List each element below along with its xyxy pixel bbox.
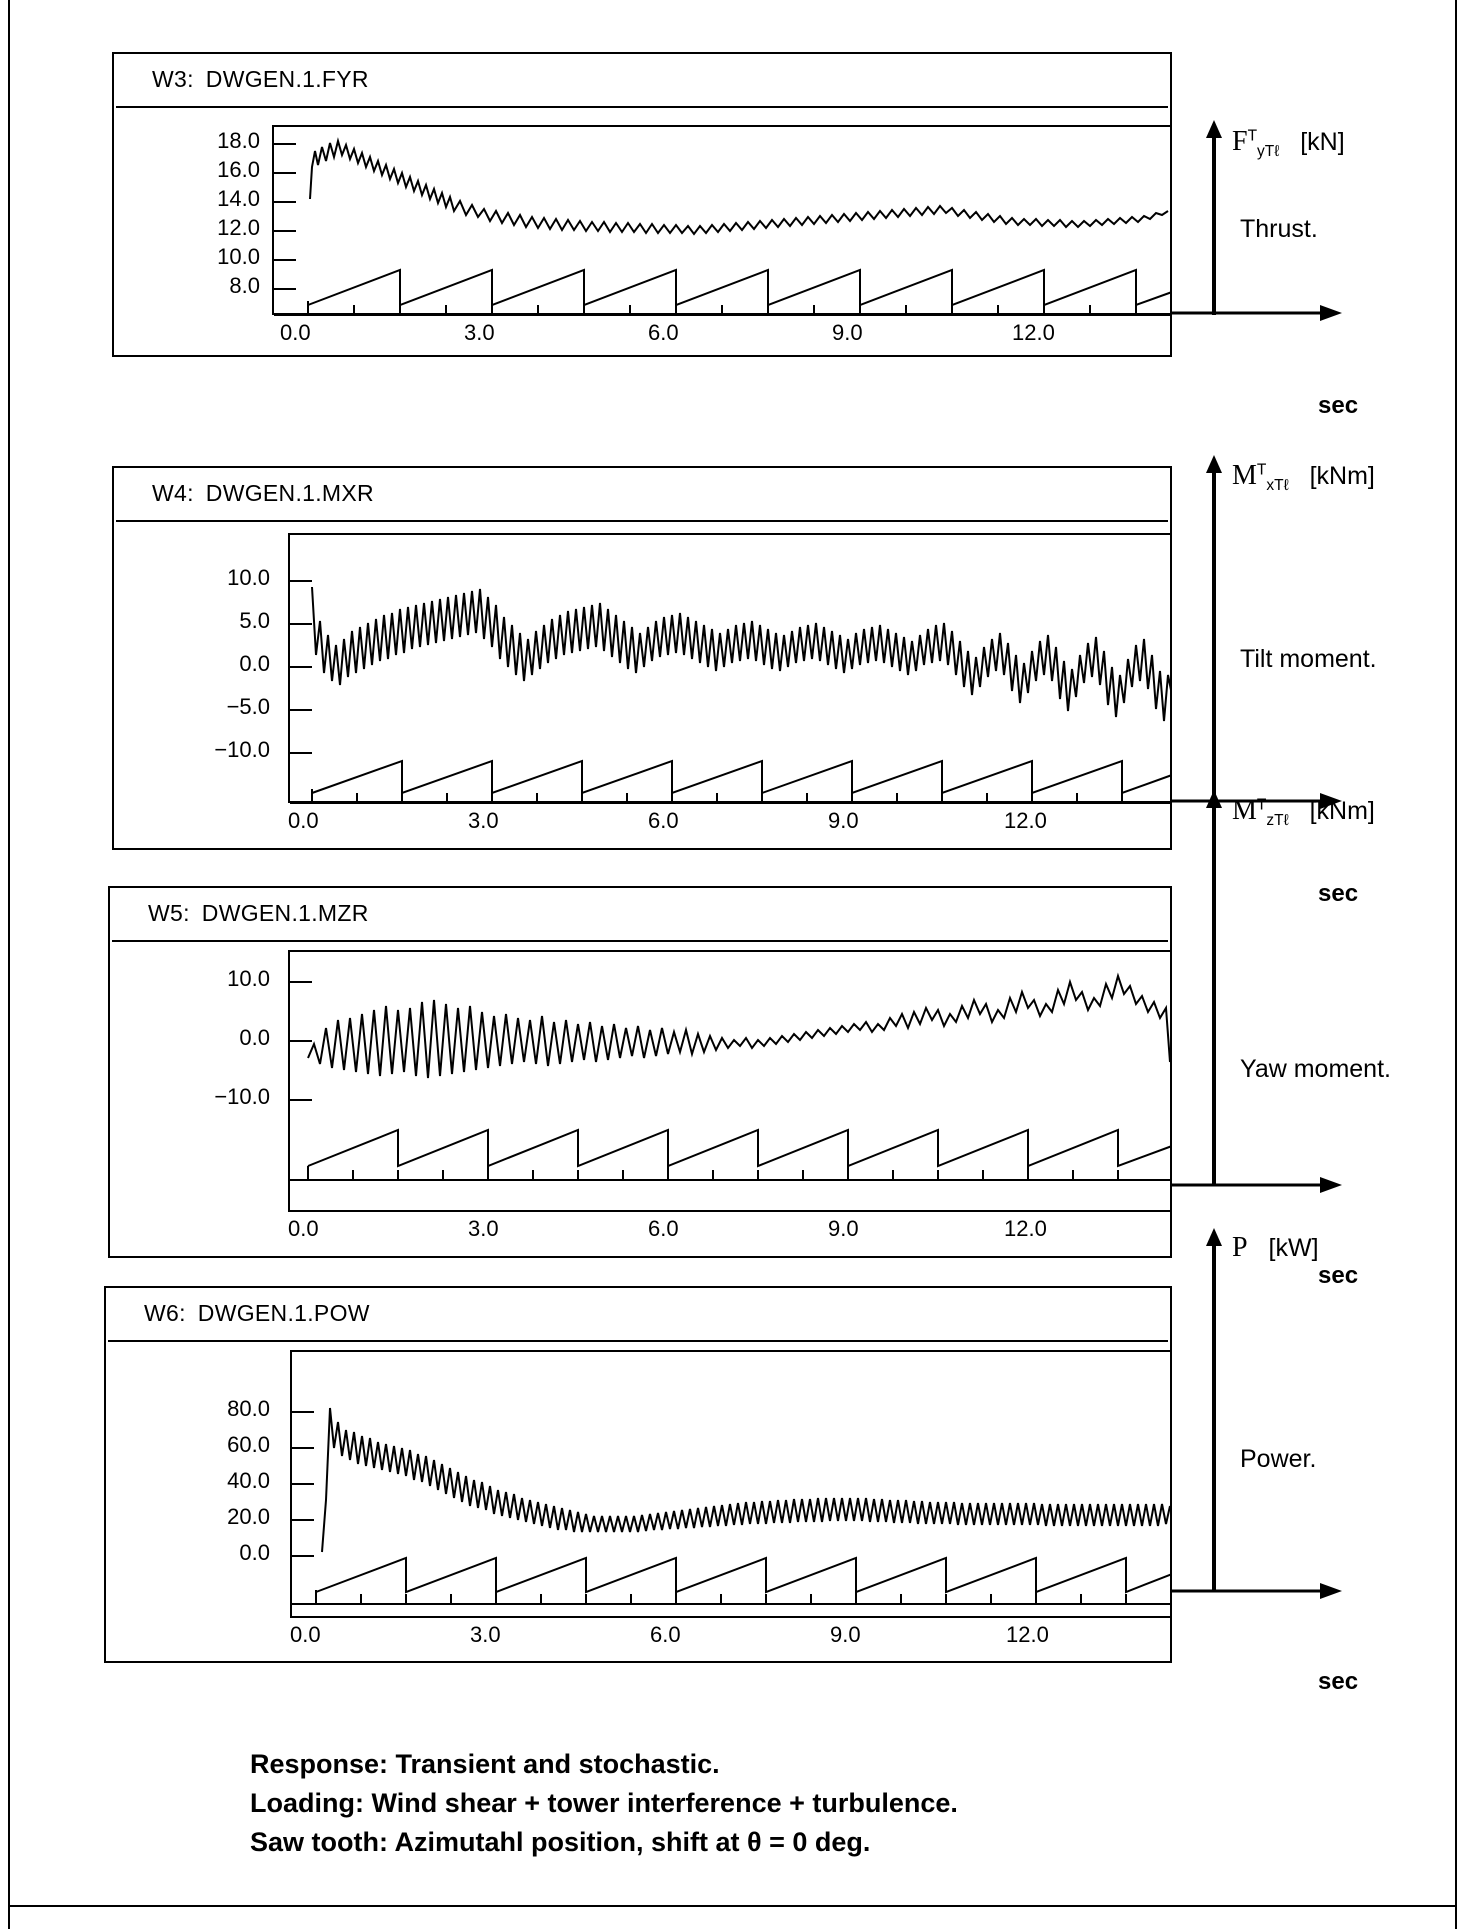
- panel-w4-name: DWGEN.1.MXR: [205, 480, 374, 506]
- ytick-label: −10.0: [214, 1084, 270, 1109]
- ytick-label: 20.0: [227, 1504, 270, 1529]
- xtick-label: 0.0: [288, 808, 319, 833]
- symbol-main: F: [1232, 126, 1248, 157]
- panel-w6-name: DWGEN.1.POW: [197, 1300, 370, 1326]
- plot-w3: [272, 125, 1170, 315]
- plot-w6-ylabel: [1232, 1232, 1319, 1267]
- plot-w6-svg: [292, 1352, 1172, 1620]
- symbol-main: M: [1232, 460, 1257, 491]
- panel-w3-rule: [116, 106, 1168, 108]
- xtick-label: 12.0: [1012, 320, 1055, 345]
- xtick-label: 0.0: [280, 320, 311, 345]
- page-border-left: [8, 0, 10, 1929]
- panel-w4-rule: [116, 520, 1168, 522]
- plot-w4-ytick-labels: [120, 533, 270, 803]
- plot-w3-ytick-labels: [120, 125, 260, 315]
- plot-w5-svg: [290, 952, 1172, 1214]
- xtick-label: 12.0: [1004, 1216, 1047, 1241]
- plot-w5-ylabel: [1232, 795, 1375, 830]
- xtick-label: 0.0: [290, 1622, 321, 1647]
- figure-caption: [250, 1745, 958, 1862]
- ytick-label: 60.0: [227, 1432, 270, 1457]
- symbol-sup: T: [1256, 461, 1267, 479]
- symbol-main: M: [1232, 795, 1257, 826]
- symbol-sub: yTℓ: [1257, 143, 1280, 160]
- xtick-label: 9.0: [830, 1622, 861, 1647]
- ytick-label: 0.0: [239, 651, 270, 676]
- ytick-label: 12.0: [217, 215, 260, 240]
- unit-label: [kNm]: [1309, 797, 1375, 825]
- plot-w3-ylabel: [1232, 126, 1345, 161]
- xtick-label: 3.0: [468, 1216, 499, 1241]
- plot-w3-axis-arrow: [1170, 290, 1350, 330]
- ytick-label: 14.0: [217, 186, 260, 211]
- panel-w4-code: W4:: [152, 480, 194, 506]
- plot-w6-ytick-labels: [120, 1350, 270, 1618]
- caption-line-response: Response: Transient and stochastic.: [250, 1749, 720, 1779]
- plot-w3-value-axis-arrow: [1200, 120, 1230, 320]
- ytick-label: 40.0: [227, 1468, 270, 1493]
- plot-w5-xunit: sec: [1318, 1262, 1359, 1289]
- symbol-sub: zTℓ: [1266, 812, 1289, 829]
- plot-w4-ylabel: [1232, 460, 1375, 495]
- plot-w6-xunit: sec: [1318, 1668, 1359, 1695]
- panel-w6-rule: [108, 1340, 1168, 1342]
- page-border-right: [1455, 0, 1457, 1929]
- plot-w5-value-axis-arrow: [1200, 790, 1230, 1190]
- plot-w5: [288, 950, 1170, 1212]
- plot-w5-axis-arrow: [1170, 1162, 1350, 1202]
- ytick-label: 10.0: [227, 966, 270, 991]
- xtick-label: 6.0: [648, 1216, 679, 1241]
- ytick-label: 5.0: [239, 608, 270, 633]
- plot-w6-axis-arrow: [1170, 1568, 1350, 1608]
- plot-w3-xunit: sec: [1318, 392, 1359, 419]
- unit-label: [kW]: [1268, 1234, 1319, 1262]
- page-border-bottom: [8, 1905, 1457, 1907]
- plot-w3-svg: [274, 127, 1172, 317]
- ytick-label: 80.0: [227, 1396, 270, 1421]
- symbol-sub: xTℓ: [1266, 477, 1289, 494]
- panel-w3-title: [152, 66, 369, 93]
- ytick-label: 0.0: [239, 1540, 270, 1565]
- ytick-label: −10.0: [214, 737, 270, 762]
- symbol-sup: T: [1256, 796, 1267, 814]
- panel-w4-title: [152, 480, 374, 507]
- plot-w6-value-axis-arrow: [1200, 1228, 1230, 1598]
- ytick-label: −5.0: [226, 694, 270, 719]
- xtick-label: 6.0: [650, 1622, 681, 1647]
- panel-w5-code: W5:: [148, 900, 190, 926]
- panel-w5-rule: [112, 940, 1168, 942]
- panel-w5-name: DWGEN.1.MZR: [201, 900, 369, 926]
- xtick-label: 0.0: [288, 1216, 319, 1241]
- xtick-label: 3.0: [464, 320, 495, 345]
- ytick-label: 10.0: [227, 565, 270, 590]
- panel-w6-code: W6:: [144, 1300, 186, 1326]
- xtick-label: 3.0: [470, 1622, 501, 1647]
- panel-w6-title: [144, 1300, 370, 1327]
- plot-w4-value-axis-arrow: [1200, 455, 1230, 805]
- plot-w4: [288, 533, 1170, 803]
- xtick-label: 9.0: [832, 320, 863, 345]
- plot-w4-description: Tilt moment.: [1240, 645, 1377, 673]
- ytick-label: 8.0: [229, 273, 260, 298]
- plot-w3-description: Thrust.: [1240, 215, 1318, 243]
- ytick-label: 16.0: [217, 157, 260, 182]
- plot-w6: [290, 1350, 1170, 1618]
- unit-label: [kNm]: [1309, 462, 1375, 490]
- ytick-label: 0.0: [239, 1025, 270, 1050]
- unit-label: [kN]: [1300, 128, 1345, 156]
- plot-w5-description: Yaw moment.: [1240, 1055, 1391, 1083]
- plot-w4-xunit: sec: [1318, 880, 1359, 907]
- ytick-label: 10.0: [217, 244, 260, 269]
- panel-w3-code: W3:: [152, 66, 194, 92]
- xtick-label: 3.0: [468, 808, 499, 833]
- symbol-main: P: [1232, 1232, 1248, 1263]
- panel-w3-name: DWGEN.1.FYR: [205, 66, 369, 92]
- symbol-sup: T: [1247, 127, 1258, 145]
- xtick-label: 9.0: [828, 1216, 859, 1241]
- xtick-label: 9.0: [828, 808, 859, 833]
- xtick-label: 6.0: [648, 320, 679, 345]
- caption-line-sawtooth: Saw tooth: Azimutahl position, shift at θ = 0 deg.: [250, 1827, 871, 1858]
- xtick-label: 12.0: [1006, 1622, 1049, 1647]
- caption-line-loading: Loading: Wind shear + tower interference + turbulence.: [250, 1788, 958, 1819]
- xtick-label: 6.0: [648, 808, 679, 833]
- plot-w6-description: Power.: [1240, 1445, 1317, 1473]
- plot-w5-ytick-labels: [120, 950, 270, 1212]
- ytick-label: 18.0: [217, 128, 260, 153]
- panel-w5-title: [148, 900, 369, 927]
- plot-w4-svg: [290, 535, 1172, 805]
- xtick-label: 12.0: [1004, 808, 1047, 833]
